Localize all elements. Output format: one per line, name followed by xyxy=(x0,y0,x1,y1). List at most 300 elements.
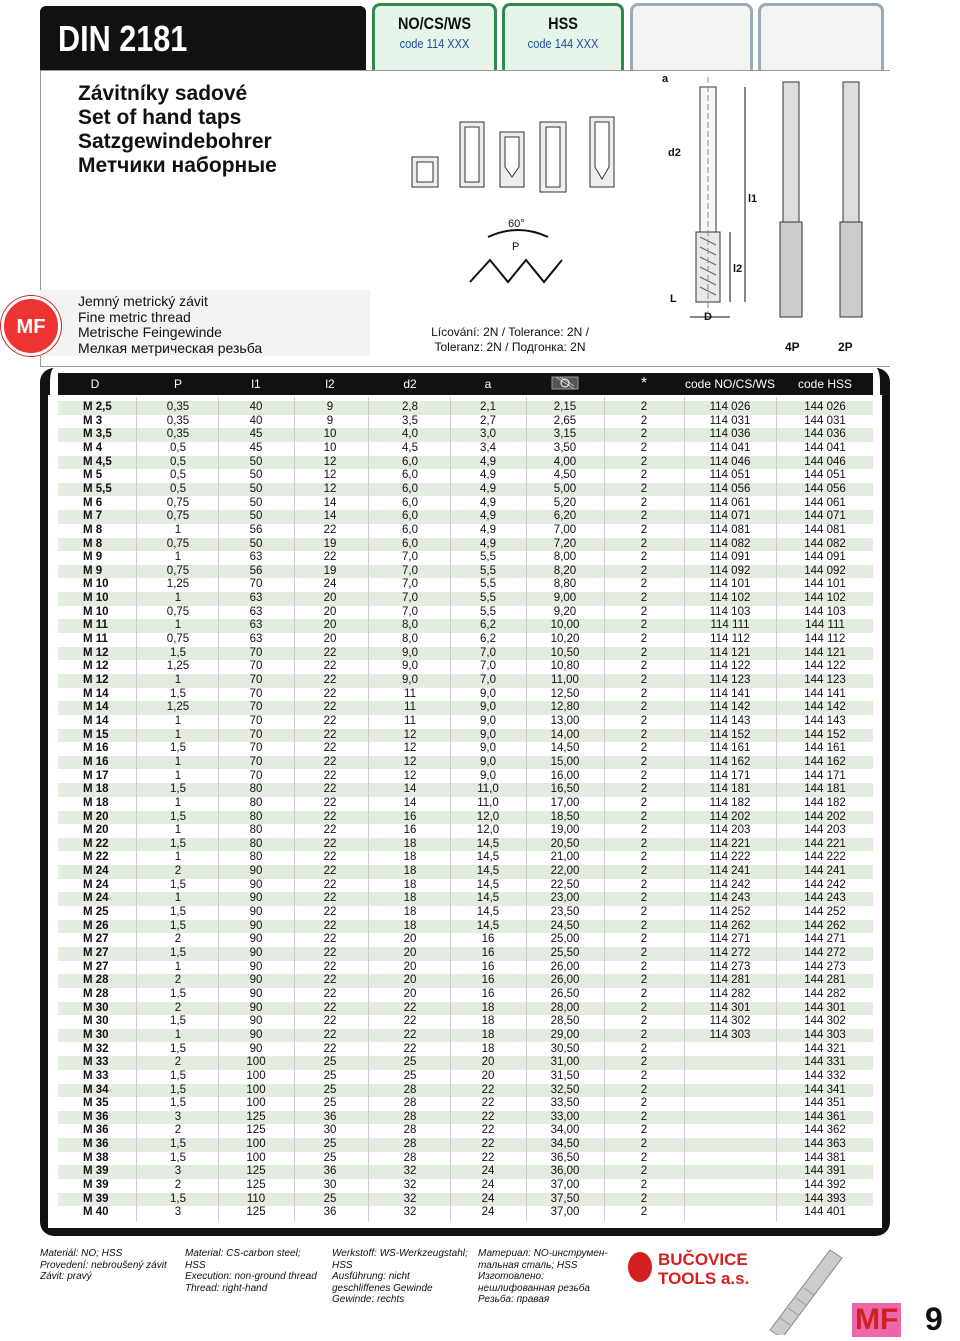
cell-code-no: 114 242 xyxy=(709,878,751,891)
cell-d: M 4 xyxy=(83,441,103,454)
cell-code-hss: 144 056 xyxy=(804,482,846,495)
cell-a: 9,0 xyxy=(480,728,496,741)
cell-d2: 18 xyxy=(403,892,417,905)
cell-l2: 24 xyxy=(323,578,337,591)
cell-l2: 36 xyxy=(323,1165,337,1178)
header-a: a xyxy=(484,377,492,391)
cell-drill: 4,50 xyxy=(553,469,577,482)
cell-a: 22 xyxy=(481,1151,495,1164)
cell-a: 20 xyxy=(481,1056,495,1069)
cell-code-no: 114 271 xyxy=(709,933,751,946)
cell-a: 18 xyxy=(481,1028,495,1041)
column-divider xyxy=(604,397,605,1221)
cell-star: 2 xyxy=(640,428,648,441)
cell-p: 1,25 xyxy=(166,578,190,591)
cell-d: M 14 xyxy=(83,701,109,714)
footer-line: HSS xyxy=(332,1259,353,1271)
cell-l1: 70 xyxy=(249,646,263,659)
cell-star: 2 xyxy=(640,646,648,659)
cell-a: 9,0 xyxy=(480,769,496,782)
cell-d: M 10 xyxy=(83,592,109,605)
cell-p: 0,75 xyxy=(166,564,190,577)
cell-drill: 26,00 xyxy=(550,974,580,987)
cell-l2: 20 xyxy=(323,592,337,605)
cell-l2: 22 xyxy=(323,878,337,891)
cell-d: M 27 xyxy=(83,947,109,959)
cell-d: M 11 xyxy=(83,619,108,632)
cell-d: M 12 xyxy=(83,646,109,659)
cell-l1: 45 xyxy=(249,441,263,454)
cell-l1: 100 xyxy=(246,1151,266,1164)
cell-code-hss: 144 102 xyxy=(804,592,846,605)
footer-line: Gewinde: rechts xyxy=(332,1294,405,1305)
cell-p: 1 xyxy=(174,728,182,741)
cell-drill: 20,50 xyxy=(550,837,580,850)
table-row xyxy=(58,1056,873,1070)
cell-drill: 10,80 xyxy=(550,660,580,673)
table-row xyxy=(58,660,873,674)
cell-l1: 50 xyxy=(249,537,263,550)
cell-code-no: 114 182 xyxy=(709,796,751,809)
cell-p: 1,5 xyxy=(170,947,186,959)
cell-code-no: 114 041 xyxy=(709,441,751,454)
cell-d2: 32 xyxy=(403,1206,417,1219)
cell-d2: 25 xyxy=(403,1069,417,1082)
cell-star: 2 xyxy=(640,755,648,768)
cell-d2: 28 xyxy=(403,1083,417,1096)
cell-l1: 125 xyxy=(246,1165,266,1178)
cell-a: 4,9 xyxy=(480,455,496,468)
cell-code-no: 114 102 xyxy=(709,592,751,605)
tap-drawing xyxy=(400,72,880,362)
table-row xyxy=(58,633,873,647)
cell-d: M 9 xyxy=(83,551,103,564)
cell-star: 2 xyxy=(640,824,648,837)
cell-star: 2 xyxy=(640,878,648,891)
cell-d2: 8,0 xyxy=(402,619,418,632)
cell-l1: 50 xyxy=(249,496,263,509)
cell-code-hss: 144 061 xyxy=(804,496,846,509)
cell-l1: 80 xyxy=(249,810,263,823)
cell-code-hss: 144 381 xyxy=(804,1151,846,1164)
cell-d: M 22 xyxy=(83,837,109,850)
footer-line: Материал: NO-инструмен- xyxy=(478,1248,608,1259)
cell-star: 2 xyxy=(640,1097,648,1110)
table-row xyxy=(58,851,873,865)
cell-d: M 6 xyxy=(83,496,103,509)
cell-a: 3,0 xyxy=(480,428,496,441)
cell-star: 2 xyxy=(640,1083,648,1096)
cell-d: M 10 xyxy=(83,605,109,618)
cell-l1: 90 xyxy=(249,865,263,878)
cell-code-no: 114 221 xyxy=(709,837,751,850)
cell-star: 2 xyxy=(640,592,648,605)
cell-star: 2 xyxy=(640,510,648,523)
cell-a: 4,9 xyxy=(480,496,496,509)
cell-code-hss: 144 393 xyxy=(804,1192,846,1205)
table-row xyxy=(58,538,873,552)
cell-a: 18 xyxy=(481,1001,495,1014)
cell-star: 2 xyxy=(640,523,648,536)
name-en: Set of hand taps xyxy=(78,106,242,129)
cell-code-hss: 144 162 xyxy=(804,755,846,768)
cell-l2: 22 xyxy=(323,755,337,768)
cell-p: 1,5 xyxy=(170,1097,186,1110)
table-row xyxy=(58,1002,873,1016)
cell-star: 2 xyxy=(640,1056,648,1069)
cell-d: M 8 xyxy=(83,523,103,536)
cell-drill: 37,00 xyxy=(550,1179,580,1192)
cell-code-no: 114 091 xyxy=(709,551,751,564)
cell-d: M 33 xyxy=(83,1069,109,1082)
cell-a: 16 xyxy=(481,987,495,1000)
cell-d: M 22 xyxy=(83,851,109,864)
cell-d: M 18 xyxy=(83,783,109,796)
cell-l1: 90 xyxy=(249,892,263,905)
cell-code-hss: 144 036 xyxy=(804,428,846,441)
cell-l2: 25 xyxy=(323,1192,337,1205)
cell-code-no: 114 121 xyxy=(709,646,751,659)
cell-drill: 5,00 xyxy=(553,482,577,495)
cell-l2: 19 xyxy=(323,564,337,577)
header-d: D xyxy=(90,377,100,391)
cell-a: 12,0 xyxy=(476,810,500,823)
cell-l2: 22 xyxy=(323,769,337,782)
cell-a: 22 xyxy=(481,1138,495,1151)
cell-code-no: 114 046 xyxy=(709,455,751,468)
cell-a: 24 xyxy=(481,1192,495,1205)
cell-l2: 22 xyxy=(323,728,337,741)
table-row xyxy=(58,1152,873,1166)
cell-d2: 28 xyxy=(403,1097,417,1110)
cell-p: 1 xyxy=(174,769,182,782)
table-row xyxy=(58,483,873,497)
cell-p: 0,75 xyxy=(166,510,190,523)
cell-star: 2 xyxy=(640,742,648,755)
table-row xyxy=(58,961,873,975)
cell-p: 2 xyxy=(174,1179,182,1192)
cell-l1: 80 xyxy=(249,783,263,796)
cell-code-no: 114 273 xyxy=(709,960,751,973)
cell-l1: 90 xyxy=(249,1015,263,1028)
cell-d2: 32 xyxy=(403,1165,417,1178)
cell-star: 2 xyxy=(640,974,648,987)
cell-p: 1 xyxy=(174,551,182,564)
cell-p: 1,5 xyxy=(170,1151,186,1164)
cell-l2: 22 xyxy=(323,674,337,686)
cell-code-hss: 144 112 xyxy=(804,633,846,646)
cell-code-no: 114 241 xyxy=(709,865,751,878)
cell-code-hss: 144 141 xyxy=(804,687,846,700)
cell-star: 2 xyxy=(640,769,648,782)
cell-drill: 14,00 xyxy=(550,728,580,741)
table-row xyxy=(58,1124,873,1138)
cell-d: M 14 xyxy=(83,687,109,700)
footer-line: Резьба: правая xyxy=(478,1294,550,1305)
cell-d2: 20 xyxy=(403,987,417,1000)
cell-drill: 15,00 xyxy=(550,755,580,768)
cell-l1: 90 xyxy=(249,1028,263,1041)
cell-l2: 9 xyxy=(326,401,334,413)
cell-a: 16 xyxy=(481,933,495,946)
cell-l2: 36 xyxy=(323,1110,337,1123)
table-row xyxy=(58,456,873,470)
cell-code-no: 114 051 xyxy=(709,469,751,482)
cell-a: 14,5 xyxy=(476,892,500,905)
cell-d2: 7,0 xyxy=(402,551,418,564)
cell-a: 22 xyxy=(481,1124,495,1137)
logo-line: BUČOVICE xyxy=(658,1250,748,1269)
cell-l2: 22 xyxy=(323,851,337,864)
cell-a: 5,5 xyxy=(480,592,496,605)
cell-d2: 18 xyxy=(403,906,417,919)
cell-code-hss: 144 092 xyxy=(804,564,846,577)
cell-drill: 10,50 xyxy=(550,646,580,659)
cell-d2: 18 xyxy=(403,919,417,932)
cell-drill: 3,15 xyxy=(553,428,577,441)
cell-drill: 4,00 xyxy=(553,455,577,468)
table-row xyxy=(58,469,873,483)
cell-p: 0,35 xyxy=(166,414,190,427)
cell-d2: 18 xyxy=(403,865,417,878)
cell-p: 1 xyxy=(174,592,182,605)
cell-l2: 22 xyxy=(323,1028,337,1041)
cell-d: M 28 xyxy=(83,987,109,1000)
cell-star: 2 xyxy=(640,537,648,550)
cell-d: M 17 xyxy=(83,769,109,782)
footer-de xyxy=(332,1248,468,1306)
cell-l2: 22 xyxy=(323,892,337,905)
label-l1: l1 xyxy=(748,193,758,205)
cell-a: 14,5 xyxy=(476,878,500,891)
cell-star: 2 xyxy=(640,1179,648,1192)
cell-l1: 100 xyxy=(246,1056,266,1069)
cell-code-hss: 144 101 xyxy=(804,578,846,591)
cell-p: 3 xyxy=(174,1165,182,1178)
cell-star: 2 xyxy=(640,578,648,591)
table-row xyxy=(58,674,873,688)
cell-star: 2 xyxy=(640,401,648,413)
footer-line: Execution: non-ground thread xyxy=(185,1271,317,1282)
cell-d: M 28 xyxy=(83,974,109,987)
cell-code-hss: 144 351 xyxy=(804,1097,846,1110)
cell-code-no: 114 262 xyxy=(709,919,751,932)
cell-d2: 6,0 xyxy=(402,496,418,509)
column-divider xyxy=(294,397,295,1221)
cell-p: 3 xyxy=(174,1110,182,1123)
cell-l1: 63 xyxy=(249,619,263,632)
cell-star: 2 xyxy=(640,933,648,946)
cell-code-no: 114 282 xyxy=(709,987,751,1000)
cell-d: M 4,5 xyxy=(83,455,112,468)
cell-d: M 14 xyxy=(83,714,109,727)
cell-drill: 8,80 xyxy=(553,578,577,591)
cell-code-no: 114 162 xyxy=(709,755,751,768)
cell-d: M 39 xyxy=(83,1165,109,1178)
cell-d2: 22 xyxy=(403,1015,417,1028)
cell-code-hss: 144 302 xyxy=(804,1015,846,1028)
cell-a: 16 xyxy=(481,974,495,987)
table-row xyxy=(58,1029,873,1043)
cell-l1: 40 xyxy=(249,414,263,427)
cell-d2: 6,0 xyxy=(402,469,418,482)
cell-star: 2 xyxy=(640,701,648,714)
header-d2: d2 xyxy=(403,377,417,391)
table-row xyxy=(58,415,873,429)
cell-l1: 80 xyxy=(249,796,263,809)
cell-star: 2 xyxy=(640,1042,648,1055)
cell-d: M 24 xyxy=(83,865,109,878)
cell-code-hss: 144 321 xyxy=(804,1042,846,1055)
cell-d: M 16 xyxy=(83,742,109,755)
cell-d2: 6,0 xyxy=(402,523,418,536)
cell-a: 5,5 xyxy=(480,605,496,618)
cell-star: 2 xyxy=(640,455,648,468)
cell-l1: 50 xyxy=(249,510,263,523)
cell-code-hss: 144 243 xyxy=(804,892,846,905)
cell-code-no: 114 071 xyxy=(709,510,751,523)
cell-l1: 56 xyxy=(249,564,263,577)
product-names xyxy=(78,82,277,178)
footer-line: Werkstoff: WS-Werkzeugstahl; xyxy=(332,1248,468,1259)
cell-l2: 22 xyxy=(323,933,337,946)
footer-line: Thread: right-hand xyxy=(185,1282,268,1294)
cell-p: 0,35 xyxy=(166,401,190,413)
cell-code-no: 114 122 xyxy=(709,660,751,673)
cell-l1: 50 xyxy=(249,482,263,495)
tab-label: HSS xyxy=(548,14,578,33)
header-l1: l1 xyxy=(251,377,261,391)
thread-cz: Jemný metrický závit xyxy=(78,293,208,309)
table-row xyxy=(58,947,873,961)
cell-star: 2 xyxy=(640,482,648,495)
table-row xyxy=(58,1165,873,1179)
cell-drill: 2,65 xyxy=(553,414,577,427)
table-row xyxy=(58,783,873,797)
cell-drill: 12,50 xyxy=(550,687,580,700)
cell-code-no: 114 123 xyxy=(709,674,751,686)
cell-l1: 70 xyxy=(249,714,263,727)
cell-l1: 100 xyxy=(246,1097,266,1110)
table-row xyxy=(58,729,873,743)
cell-d2: 6,0 xyxy=(402,455,418,468)
cell-code-no: 114 171 xyxy=(709,769,751,782)
cell-code-no: 114 031 xyxy=(709,414,751,427)
cell-d2: 6,0 xyxy=(402,510,418,523)
table-row xyxy=(58,906,873,920)
cell-drill: 14,50 xyxy=(550,742,580,755)
header-code-hss: code HSS xyxy=(797,377,853,391)
cell-l2: 22 xyxy=(323,1001,337,1014)
cell-p: 0,75 xyxy=(166,605,190,618)
cell-d: M 3 xyxy=(83,414,103,427)
cell-l2: 22 xyxy=(323,865,337,878)
cell-d: M 24 xyxy=(83,878,109,891)
cell-d: M 12 xyxy=(83,674,109,686)
cell-code-hss: 144 391 xyxy=(804,1165,846,1178)
footer-line: geschliffenes Gewinde xyxy=(332,1282,433,1294)
cell-d: M 30 xyxy=(83,1028,109,1041)
cell-l2: 25 xyxy=(323,1069,337,1082)
table-row xyxy=(58,865,873,879)
footer-line: Materiál: NO; HSS xyxy=(40,1248,123,1259)
cell-star: 2 xyxy=(640,660,648,673)
cell-l1: 90 xyxy=(249,933,263,946)
cell-star: 2 xyxy=(640,1151,648,1164)
cell-p: 1,5 xyxy=(170,1042,186,1055)
table-row xyxy=(58,1179,873,1193)
cell-a: 7,0 xyxy=(480,660,496,673)
cell-code-no: 114 026 xyxy=(709,401,751,413)
cell-l2: 36 xyxy=(323,1206,337,1219)
table-row xyxy=(58,688,873,702)
cell-d2: 3,5 xyxy=(402,414,418,427)
cell-drill: 30,50 xyxy=(550,1042,580,1055)
cell-code-no: 114 081 xyxy=(709,523,751,536)
cell-l2: 9 xyxy=(326,414,334,427)
cell-l2: 22 xyxy=(323,551,337,564)
cell-p: 1,5 xyxy=(170,906,186,919)
cell-drill: 25,00 xyxy=(550,933,580,946)
cell-code-no: 114 203 xyxy=(709,824,751,837)
table-row xyxy=(58,715,873,729)
page-number: 9 xyxy=(925,1301,943,1337)
cell-code-no: 114 202 xyxy=(709,810,751,823)
cell-p: 2 xyxy=(174,1124,182,1137)
cell-drill: 36,50 xyxy=(550,1151,580,1164)
cell-drill: 21,00 xyxy=(550,851,580,864)
cell-l2: 22 xyxy=(323,660,337,673)
cell-l2: 22 xyxy=(323,1015,337,1028)
cell-l1: 125 xyxy=(246,1124,266,1137)
cell-code-hss: 144 221 xyxy=(804,837,846,850)
cell-p: 1,5 xyxy=(170,1069,186,1082)
cell-l2: 25 xyxy=(323,1138,337,1151)
cell-d: M 40 xyxy=(83,1206,109,1219)
cell-a: 5,5 xyxy=(480,578,496,591)
cell-l2: 22 xyxy=(323,906,337,919)
cell-a: 2,7 xyxy=(480,414,496,427)
cell-a: 11,0 xyxy=(477,783,499,796)
cell-d2: 8,0 xyxy=(402,633,418,646)
cell-l1: 125 xyxy=(246,1206,266,1219)
cell-d: M 25 xyxy=(83,906,109,919)
pitch-label: P xyxy=(512,241,520,253)
cell-d2: 16 xyxy=(403,824,417,837)
cell-l2: 20 xyxy=(323,633,337,646)
cell-a: 18 xyxy=(481,1015,495,1028)
column-divider xyxy=(450,397,451,1221)
cell-l1: 63 xyxy=(249,592,263,605)
cell-star: 2 xyxy=(640,947,648,959)
cell-p: 1,5 xyxy=(170,1192,186,1205)
cell-code-hss: 144 161 xyxy=(804,742,846,755)
cell-p: 2 xyxy=(174,974,182,987)
main-tap xyxy=(690,77,745,317)
cell-code-no: 114 301 xyxy=(709,1001,751,1014)
cell-l2: 22 xyxy=(323,1042,337,1055)
cell-p: 1 xyxy=(174,755,182,768)
cell-drill: 10,20 xyxy=(550,633,580,646)
cell-a: 4,9 xyxy=(480,510,496,523)
cell-code-hss: 144 363 xyxy=(804,1138,846,1151)
label-d2: d2 xyxy=(668,147,681,159)
cell-code-hss: 144 051 xyxy=(804,469,846,482)
cell-d2: 7,0 xyxy=(402,592,418,605)
cell-l1: 90 xyxy=(249,878,263,891)
cell-star: 2 xyxy=(640,605,648,618)
cell-l1: 100 xyxy=(246,1083,266,1096)
